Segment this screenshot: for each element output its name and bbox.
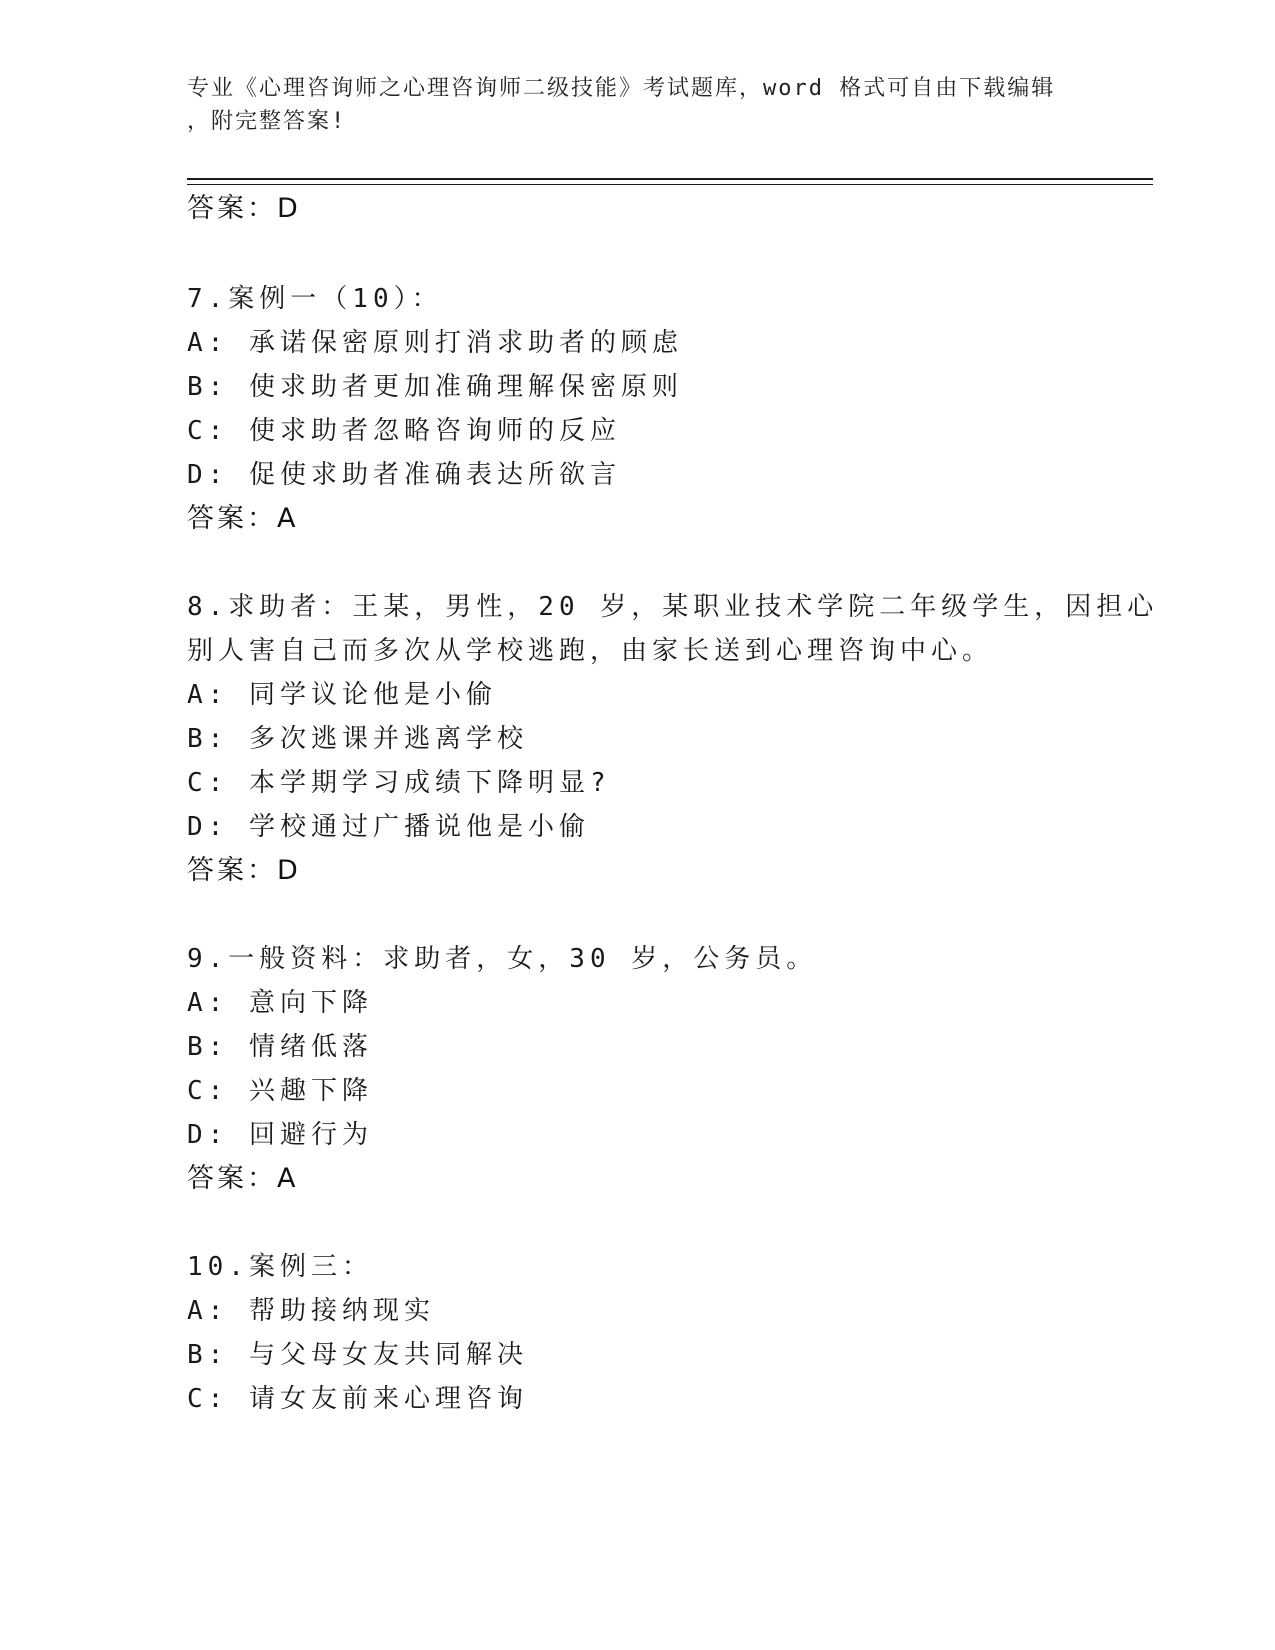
question-7-stem: 7.案例一（10）： [187, 284, 443, 314]
answer-line: 答案：D [187, 193, 301, 224]
question-7-option-c: C: 使求助者忽略咨询师的反应 [187, 416, 621, 446]
question-8-option-b: B: 多次逃课并逃离学校 [187, 724, 528, 754]
question-7-option-d: D: 促使求助者准确表达所欲言 [187, 460, 621, 490]
question-8-option-d: D: 学校通过广播说他是小偷 [187, 812, 590, 842]
question-8-stem-line-2: 别人害自己而多次从学校逃跑，由家长送到心理咨询中心。 [187, 636, 994, 666]
header-rule-thin [187, 184, 1153, 185]
question-9-option-c: C: 兴趣下降 [187, 1076, 373, 1106]
question-8-stem-line-1: 8.求助者：王某，男性，20 岁，某职业技术学院二年级学生，因担心 [187, 592, 1159, 622]
question-10-option-b: B: 与父母女友共同解决 [187, 1340, 528, 1370]
question-10-option-a: A: 帮助接纳现实 [187, 1296, 435, 1326]
question-8-answer: 答案：D [187, 855, 301, 886]
question-7-option-b: B: 使求助者更加准确理解保密原则 [187, 372, 683, 402]
question-8-option-c: C: 本学期学习成绩下降明显? [187, 768, 611, 798]
document-header [187, 72, 1077, 138]
question-9-option-a: A: 意向下降 [187, 988, 373, 1018]
header-line-1: 专业《心理咨询师之心理咨询师二级技能》考试题库，word 格式可自由下载编辑 [187, 76, 1056, 101]
question-9-answer: 答案：A [187, 1163, 299, 1194]
header-rule-thick [187, 178, 1153, 180]
question-10-stem: 10.案例三： [187, 1252, 373, 1282]
question-7-answer: 答案：A [187, 503, 299, 534]
question-7-option-a: A: 承诺保密原则打消求助者的顾虑 [187, 328, 683, 358]
question-8-option-a: A: 同学议论他是小偷 [187, 680, 497, 710]
header-line-2: ，附完整答案! [187, 109, 347, 134]
question-9-stem: 9.一般资料：求助者，女，30 岁，公务员。 [187, 944, 818, 974]
question-10-option-c: C: 请女友前来心理咨询 [187, 1384, 528, 1414]
question-9-option-d: D: 回避行为 [187, 1120, 373, 1150]
question-9-option-b: B: 情绪低落 [187, 1032, 373, 1062]
